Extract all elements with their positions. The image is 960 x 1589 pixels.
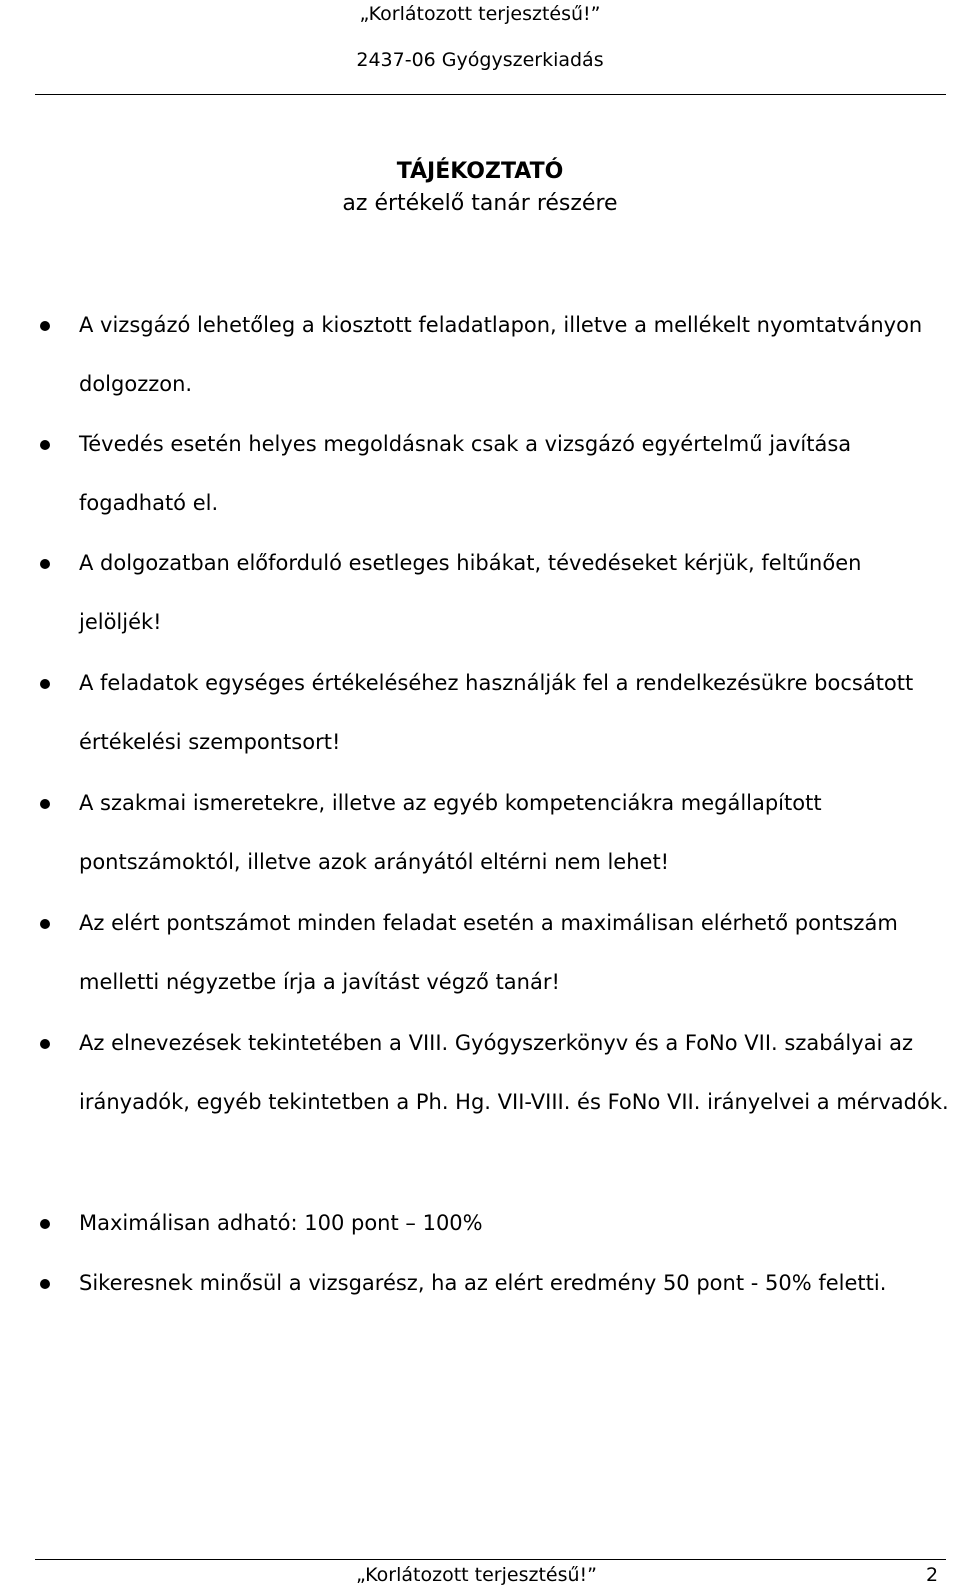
bullet-icon [40,559,50,569]
bullet-icon [40,919,50,929]
list-item-text: Tévedés esetén helyes megoldásnak csak a vizsgázó egyértelmű javítása fogadható el. [79,432,852,515]
list-item-text: A feladatok egységes értékeléséhez használják fel a rendelkezésükre bocsátott értékelési szempontsort! [79,671,914,754]
page-header [0,0,960,96]
list-item-text: Sikeresnek minősül a vizsgarész, ha az elért eredmény 50 pont - 50% feletti. [79,1271,887,1295]
header-restriction-notice: „Korlátozott terjesztésű!” [359,3,601,25]
page-title: TÁJÉKOZTATÓ [396,159,564,184]
header-exam-code: 2437-06 Gyógyszerkiadás [356,49,604,71]
bullet-icon [40,440,50,450]
page-subtitle: az értékelő tanár részére [342,191,618,216]
list-item-text: A szakmai ismeretekre, illetve az egyéb kompetenciákra megállapított pontszámoktól, illetve azok arányától eltérni nem lehet! [79,791,822,874]
footer-divider [35,1559,946,1560]
list-item-text: A dolgozatban előforduló esetleges hibákat, tévedéseket kérjük, feltűnően jelöljék! [79,551,862,634]
list-item-text: A vizsgázó lehetőleg a kiosztott feladatlapon, illetve a mellékelt nyomtatványon dolgozzon. [79,313,923,396]
bullet-icon [40,1279,50,1289]
bullet-icon [40,679,50,689]
list-item-text: Maximálisan adható: 100 pont – 100% [79,1211,483,1235]
page-number: 2 [926,1564,939,1586]
header-divider [35,94,946,95]
bullet-icon [40,799,50,809]
list-item-text: Az elnevezések tekintetében a VIII. Gyógyszerkönyv és a FoNo VII. szabályai az irányadók, egyéb tekintetben a Ph. Hg. VII-VIII. és FoNo VII. irányelvei a mérvadók. [79,1031,949,1114]
footer-restriction-notice: „Korlátozott terjesztésű!” [356,1564,597,1586]
bullet-icon [40,1219,50,1229]
bullet-icon [40,1039,50,1049]
bullet-icon [40,321,50,331]
list-item-text: Az elért pontszámot minden feladat esetén a maximálisan elérhető pontszám melletti négyzetbe írja a javítást végző tanár! [79,911,898,994]
